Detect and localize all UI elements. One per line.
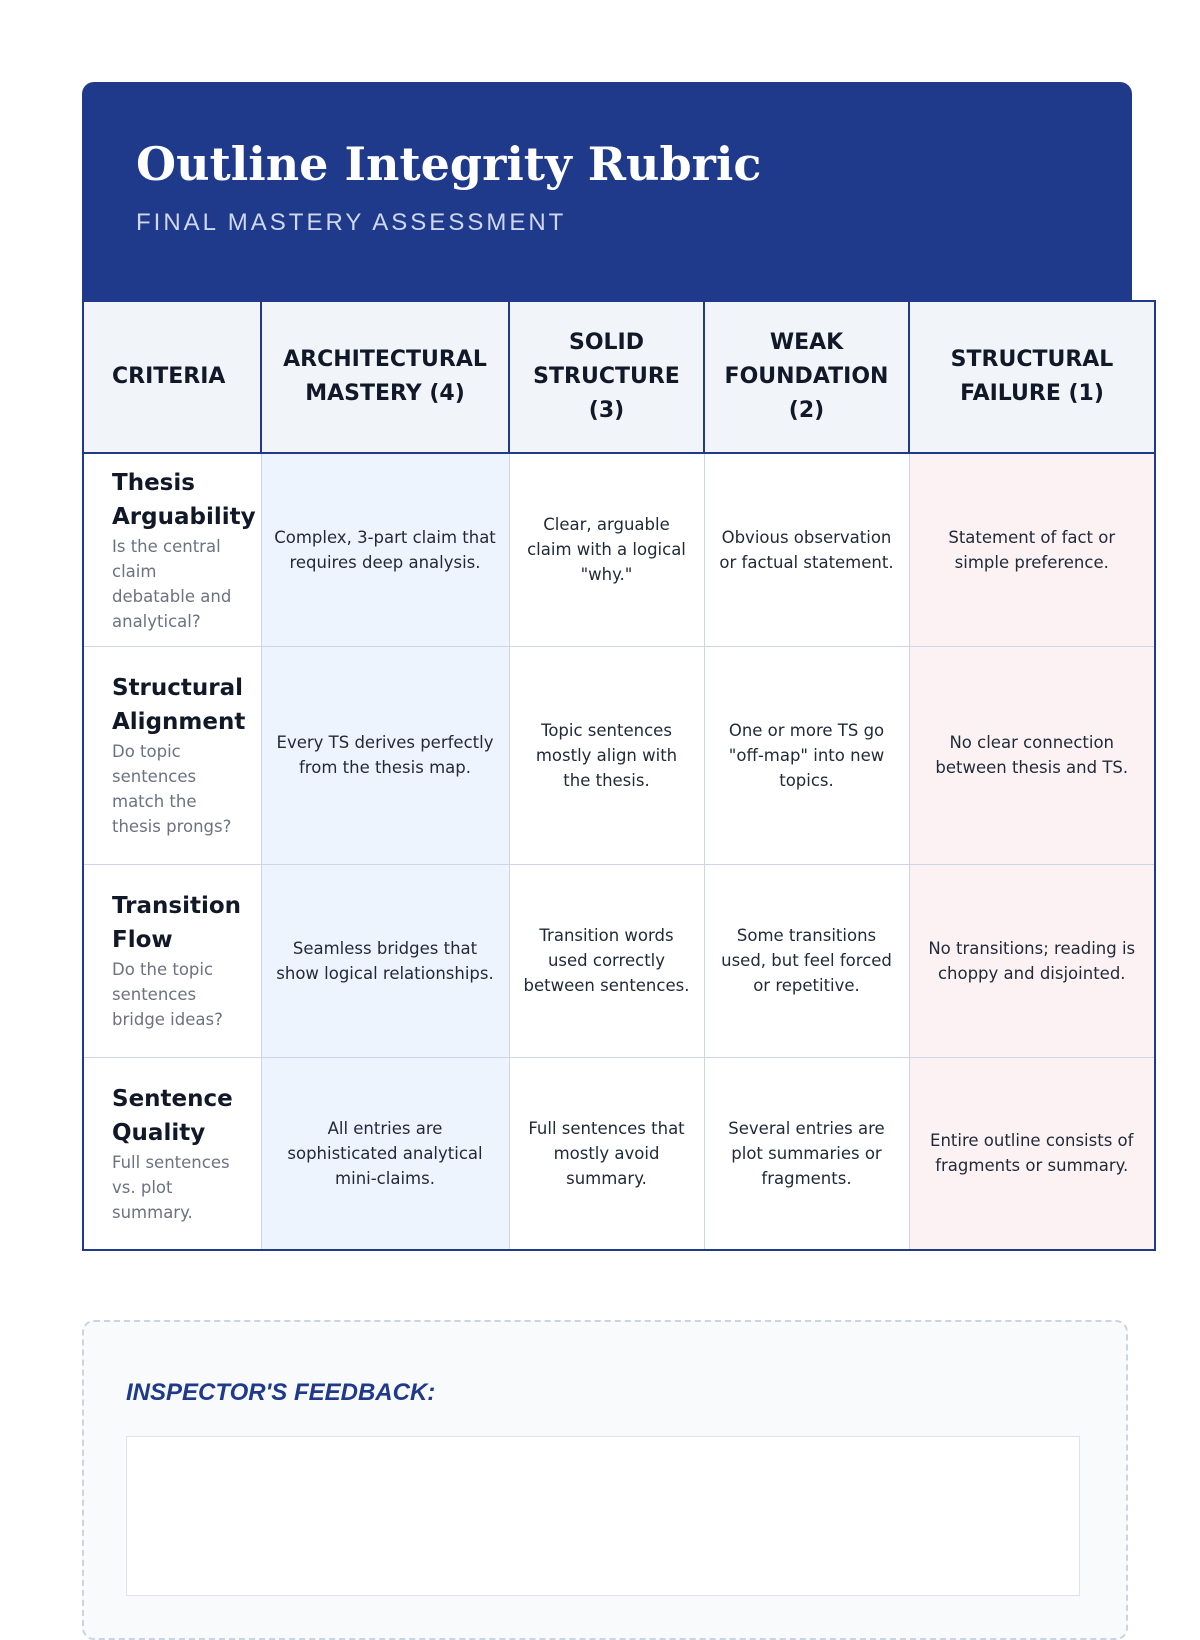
table-row [83, 864, 1155, 1057]
level-4-cell: Seamless bridges that show logical relationships. [261, 864, 509, 1057]
criteria-description: Do topic sentences match the thesis prongs? [112, 742, 232, 836]
criteria-title: Structural Alignment [112, 675, 246, 735]
table-row [83, 453, 1155, 646]
page-title: Outline Integrity Rubric [136, 137, 762, 191]
level-2-cell: Some transitions used, but feel forced or repetitive. [704, 864, 909, 1057]
header-row [83, 301, 1155, 453]
criteria-title: Transition Flow [112, 893, 242, 953]
criteria-cell [83, 864, 261, 1057]
page-subtitle: FINAL MASTERY ASSESSMENT [136, 209, 567, 236]
level-2-cell: Several entries are plot summaries or fragments. [704, 1057, 909, 1250]
criteria-description: Full sentences vs. plot summary. [112, 1152, 230, 1222]
level-3-cell: Clear, arguable claim with a logical "why." [509, 453, 704, 646]
criteria-description: Is the central claim debatable and analytical? [112, 536, 232, 631]
column-header-criteria: CRITERIA [83, 301, 261, 453]
level-3-cell: Topic sentences mostly align with the thesis. [509, 646, 704, 864]
feedback-section [82, 1320, 1128, 1640]
table-row [83, 646, 1155, 864]
column-header-level-1: STRUCTURAL FAILURE (1) [909, 301, 1155, 453]
column-header-level-3: SOLID STRUCTURE (3) [509, 301, 704, 453]
level-1-cell: Statement of fact or simple preference. [909, 453, 1155, 646]
level-3-cell: Transition words used correctly between sentences. [509, 864, 704, 1057]
criteria-cell [83, 1057, 261, 1250]
column-header-level-2: WEAK FOUNDATION (2) [704, 301, 909, 453]
level-4-cell: Every TS derives perfectly from the thesis map. [261, 646, 509, 864]
rubric-header [82, 82, 1132, 300]
rubric-document [82, 82, 1154, 1251]
criteria-title: Sentence Quality [112, 1085, 233, 1146]
column-header-level-4: ARCHITECTURAL MASTERY (4) [261, 301, 509, 453]
criteria-title: Thesis Arguability [112, 469, 256, 530]
level-1-cell: No clear connection between thesis and TS. [909, 646, 1155, 864]
level-3-cell: Full sentences that mostly avoid summary. [509, 1057, 704, 1250]
level-4-cell: All entries are sophisticated analytical mini-claims. [261, 1057, 509, 1250]
criteria-cell [83, 646, 261, 864]
level-1-cell: No transitions; reading is choppy and disjointed. [909, 864, 1155, 1057]
criteria-description: Do the topic sentences bridge ideas? [112, 960, 223, 1029]
rubric-table [82, 300, 1156, 1251]
feedback-label: INSPECTOR'S FEEDBACK: [126, 1379, 436, 1406]
level-4-cell: Complex, 3-part claim that requires deep analysis. [261, 453, 509, 646]
level-1-cell: Entire outline consists of fragments or summary. [909, 1057, 1155, 1250]
criteria-cell [83, 453, 261, 646]
feedback-textarea[interactable] [126, 1436, 1080, 1596]
level-2-cell: Obvious observation or factual statement. [704, 453, 909, 646]
level-2-cell: One or more TS go "off-map" into new topics. [704, 646, 909, 864]
table-row [83, 1057, 1155, 1250]
